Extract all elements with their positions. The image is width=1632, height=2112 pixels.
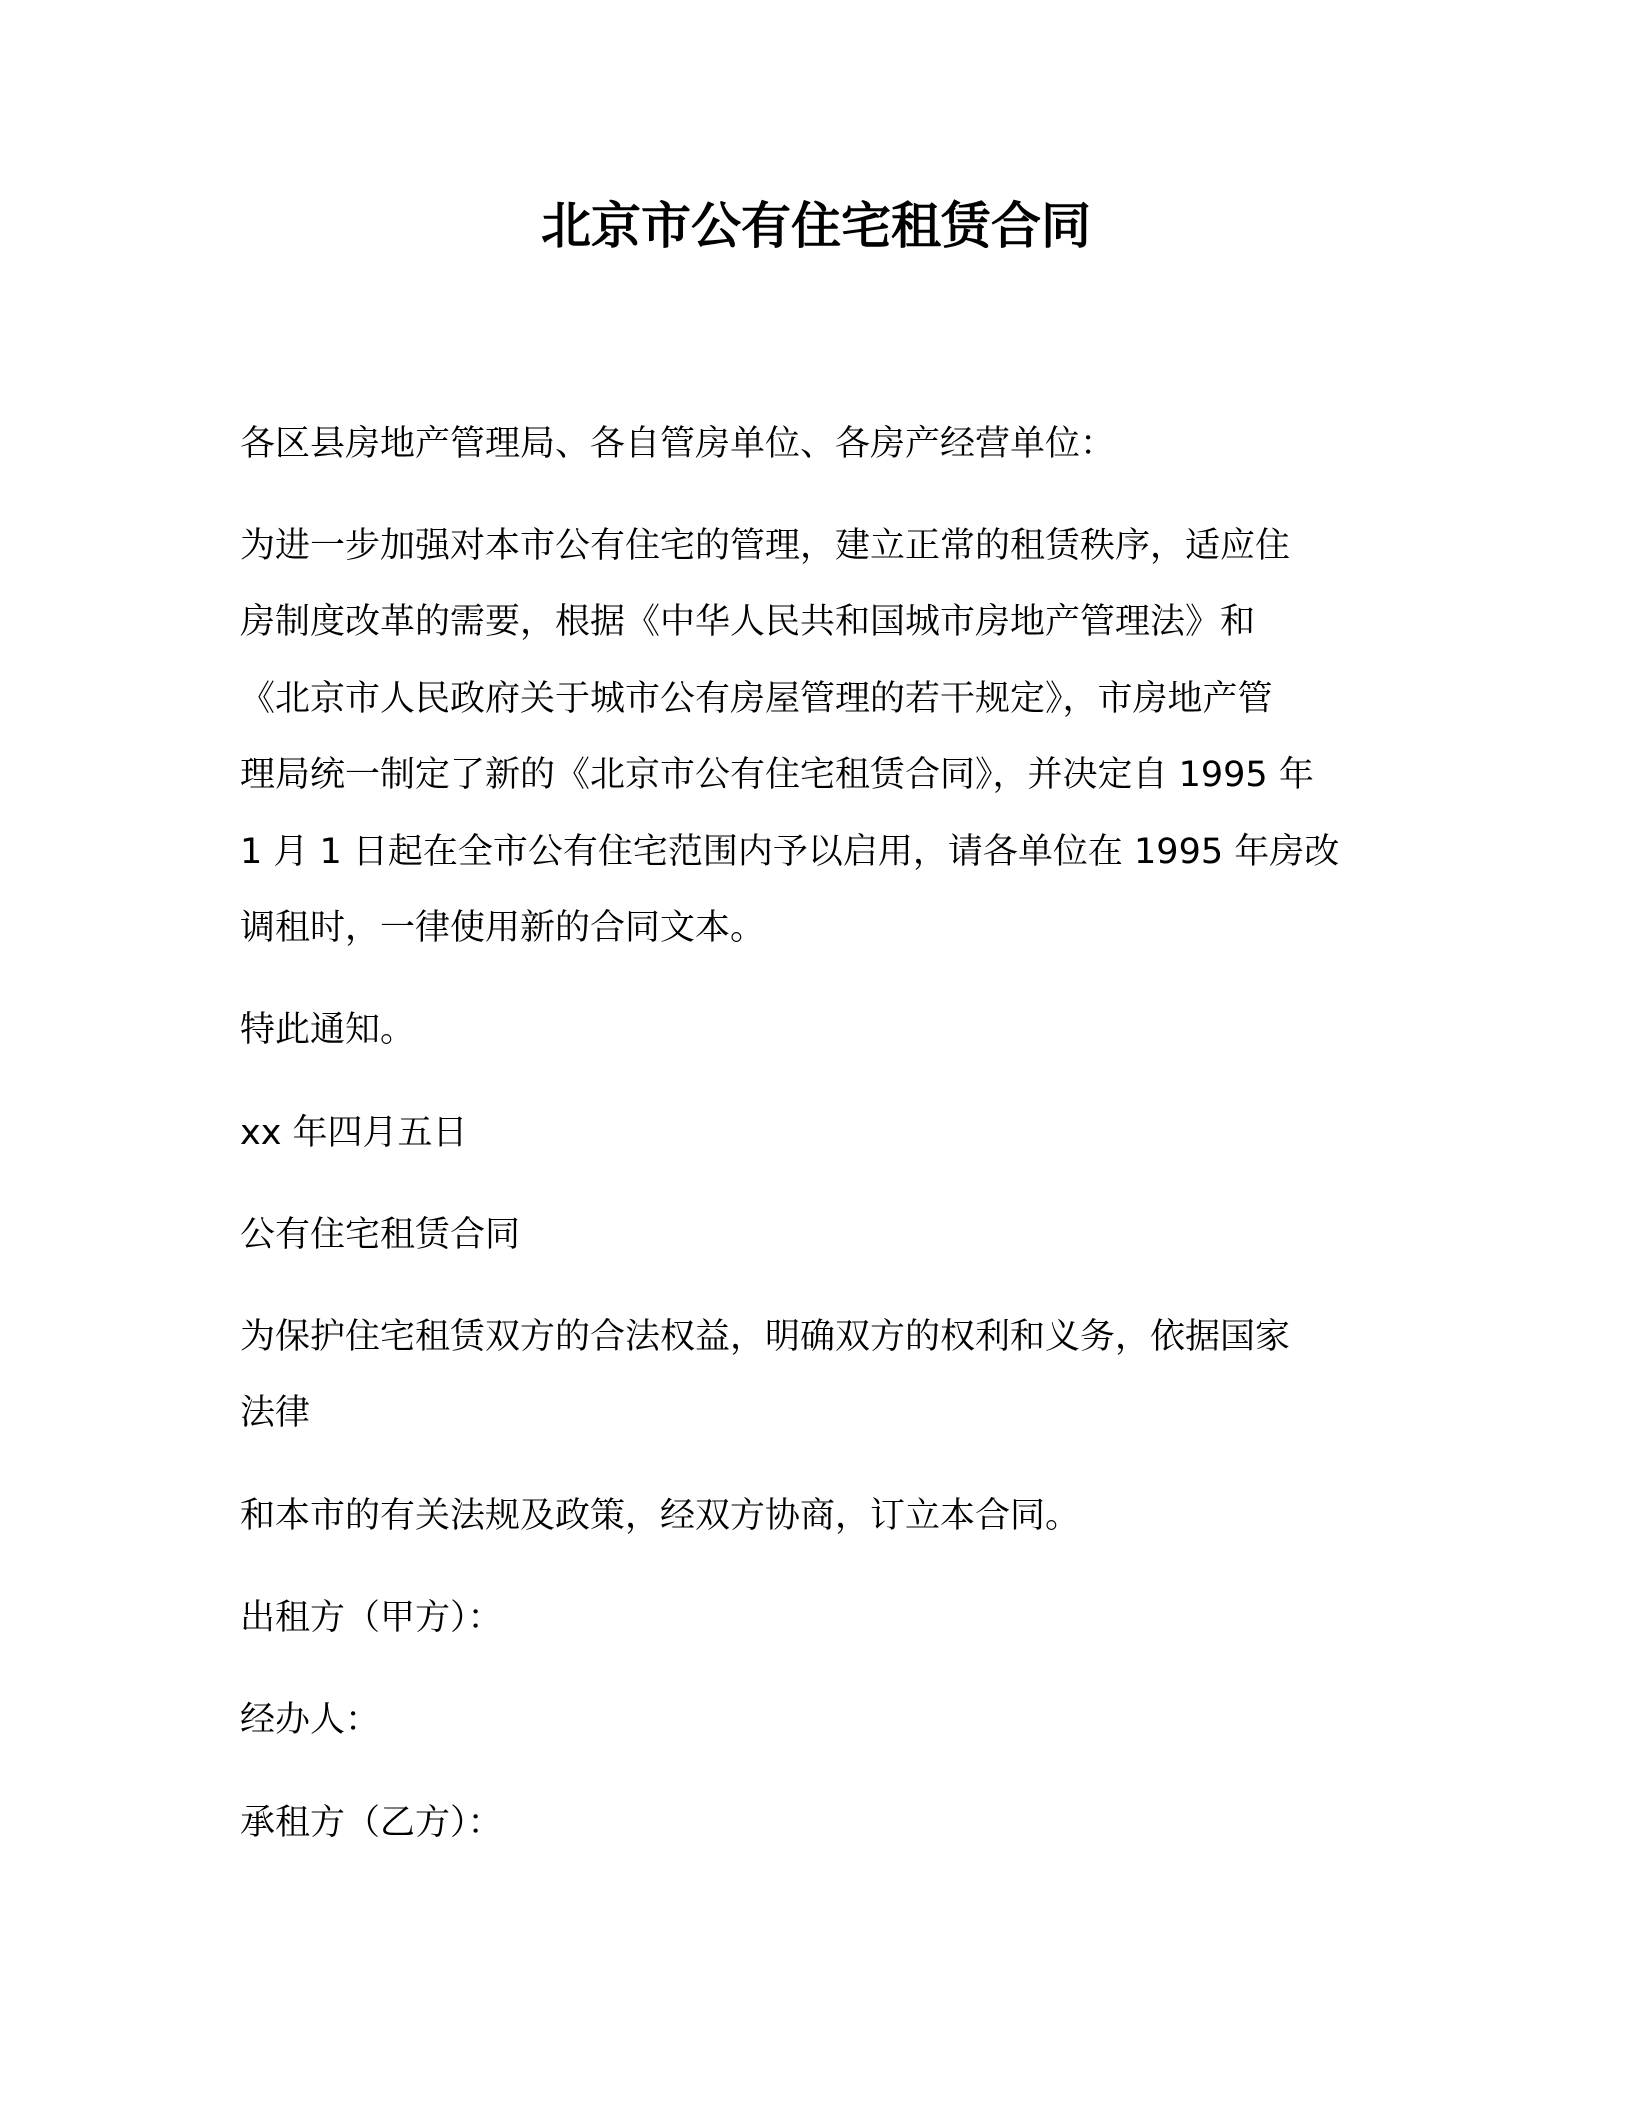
- contract-preamble-line-1: 为保护住宅租赁双方的合法权益，明确双方的权利和义务，依据国家: [240, 1317, 1291, 1357]
- notice-recipients: 各区县房地产管理局、各自管房单位、各房产经营单位：: [240, 424, 1116, 464]
- contract-heading: 公有住宅租赁合同: [240, 1215, 521, 1255]
- notice-body-line-3: 《北京市人民政府关于城市公有房屋管理的若干规定》，市房地产管: [240, 679, 1273, 719]
- notice-body-line-4: 理局统一制定了新的《北京市公有住宅租赁合同》，并决定自 1995 年: [240, 755, 1314, 795]
- notice-body-line-5: 1 月 1 日起在全市公有住宅范围内予以启用，请各单位在 1995 年房改: [240, 832, 1340, 872]
- document-title: 北京市公有住宅租赁合同: [541, 197, 1091, 255]
- notice-body-line-1: 为进一步加强对本市公有住宅的管理，建立正常的租赁秩序，适应住: [240, 526, 1291, 566]
- lessor-field-label: 出租方（甲方）：: [240, 1598, 503, 1638]
- notice-date: xx 年四月五日: [240, 1113, 468, 1153]
- handler-field-label: 经办人：: [240, 1700, 381, 1740]
- notice-closing: 特此通知。: [240, 1010, 416, 1050]
- notice-body-line-2: 房制度改革的需要，根据《中华人民共和国城市房地产管理法》和: [240, 602, 1256, 642]
- contract-preamble-line-2: 法律: [240, 1393, 311, 1433]
- contract-preamble-line-3: 和本市的有关法规及政策，经双方协商，订立本合同。: [240, 1496, 1081, 1536]
- lessee-field-label: 承租方（乙方）：: [240, 1803, 503, 1843]
- notice-body-line-6: 调租时，一律使用新的合同文本。: [240, 908, 766, 948]
